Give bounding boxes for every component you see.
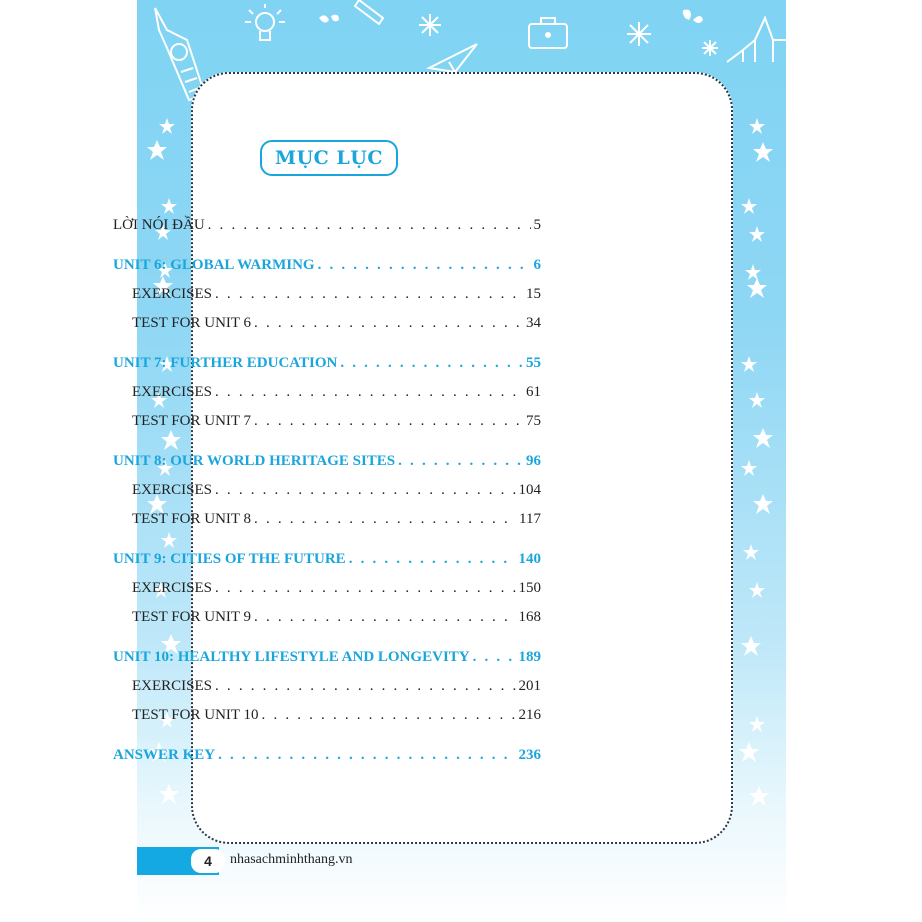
toc-label: EXERCISES: [132, 286, 213, 302]
page-number: 4: [191, 849, 225, 873]
snowflake-icon: [702, 40, 718, 56]
clock-tower-icon: [155, 8, 205, 100]
page-title: MỤC LỤC: [260, 140, 398, 176]
toc-entry-unit-7-test[interactable]: [113, 410, 541, 432]
toc-label: LỜI NÓI ĐẦU: [113, 217, 205, 233]
snowflake-icon: [627, 22, 651, 46]
toc-page: 15: [526, 286, 541, 302]
toc-label: ANSWER KEY: [113, 747, 216, 763]
snowflake-icon: [419, 14, 441, 36]
toc-entry-unit-6-exercises[interactable]: [113, 283, 541, 305]
toc-page: 168: [518, 609, 541, 625]
toc-page: 6: [533, 257, 541, 273]
toc-label: UNIT 6: GLOBAL WARMING: [113, 257, 315, 273]
pencil-icon: [355, 0, 383, 24]
toc-page: 5: [533, 217, 541, 233]
leader-dots: [218, 744, 515, 766]
leader-dots: [254, 312, 523, 334]
leader-dots: [208, 214, 531, 236]
toc-label: UNIT 10: HEALTHY LIFESTYLE AND LONGEVITY: [113, 649, 470, 665]
toc-entry-unit-8[interactable]: [113, 450, 541, 472]
toc-entry-unit-6[interactable]: [113, 254, 541, 276]
toc-entry-unit-8-exercises[interactable]: [113, 479, 541, 501]
leader-dots: [398, 450, 523, 472]
toc-label: TEST FOR UNIT 6: [132, 315, 252, 331]
toc-page: 216: [518, 707, 541, 723]
toc-entry-unit-6-test[interactable]: [113, 312, 541, 334]
toc-entry-unit-8-test[interactable]: [113, 508, 541, 530]
toc-label: UNIT 8: OUR WORLD HERITAGE SITES: [113, 453, 396, 469]
publisher-website: nhasachminhthang.vn: [230, 852, 353, 867]
leader-dots: [262, 704, 516, 726]
leader-dots: [318, 254, 531, 276]
toc-label: UNIT 9: CITIES OF THE FUTURE: [113, 551, 346, 567]
toc-entry-unit-7[interactable]: [113, 352, 541, 374]
toc-label: TEST FOR UNIT 10: [132, 707, 259, 723]
leader-dots: [215, 577, 515, 599]
toc-entry-unit-7-exercises[interactable]: [113, 381, 541, 403]
toc-label: UNIT 7: FURTHER EDUCATION: [113, 355, 338, 371]
toc-entry-unit-9-test[interactable]: [113, 606, 541, 628]
toc-page: 150: [518, 580, 541, 596]
leader-dots: [254, 508, 516, 530]
toc-page: 96: [526, 453, 541, 469]
leader-dots: [215, 675, 515, 697]
toc-page: 189: [518, 649, 541, 665]
toc-page: 61: [526, 384, 541, 400]
paper-plane-icon: [429, 44, 477, 72]
toc-entry-unit-9[interactable]: [113, 548, 541, 570]
toc-entry-unit-10[interactable]: [113, 646, 541, 668]
toc-page: 236: [518, 747, 541, 763]
toc-page: 104: [518, 482, 541, 498]
toc-page: 140: [518, 551, 541, 567]
toc-page: 75: [526, 413, 541, 429]
toc-label: EXERCISES: [132, 678, 213, 694]
leader-dots: [215, 381, 523, 403]
toc-label: EXERCISES: [132, 482, 213, 498]
toc-label: EXERCISES: [132, 384, 213, 400]
star-icon: [739, 118, 773, 806]
toc-page: 34: [526, 315, 541, 331]
leader-dots: [340, 352, 523, 374]
leader-dots: [254, 606, 515, 628]
toc-label: TEST FOR UNIT 8: [132, 511, 252, 527]
briefcase-icon: [529, 18, 567, 48]
toc-entry-preface[interactable]: [113, 214, 541, 236]
leader-dots: [473, 646, 516, 668]
toc-page: 55: [526, 355, 541, 371]
toc-entry-answer-key[interactable]: [113, 744, 541, 766]
leader-dots: [254, 410, 523, 432]
toc-page: 117: [519, 511, 541, 527]
lightbulb-icon: [245, 4, 285, 40]
skyline-icon: [727, 18, 786, 62]
toc-page: 201: [518, 678, 541, 694]
leader-dots: [349, 548, 516, 570]
toc-label: TEST FOR UNIT 7: [132, 413, 252, 429]
butterfly-icon: [683, 10, 703, 23]
toc-label: TEST FOR UNIT 9: [132, 609, 252, 625]
leader-dots: [215, 283, 523, 305]
butterfly-icon: [319, 15, 339, 23]
toc-entry-unit-10-exercises[interactable]: [113, 675, 541, 697]
toc-entry-unit-9-exercises[interactable]: [113, 577, 541, 599]
leader-dots: [215, 479, 515, 501]
toc-entry-unit-10-test[interactable]: [113, 704, 541, 726]
toc-label: EXERCISES: [132, 580, 213, 596]
